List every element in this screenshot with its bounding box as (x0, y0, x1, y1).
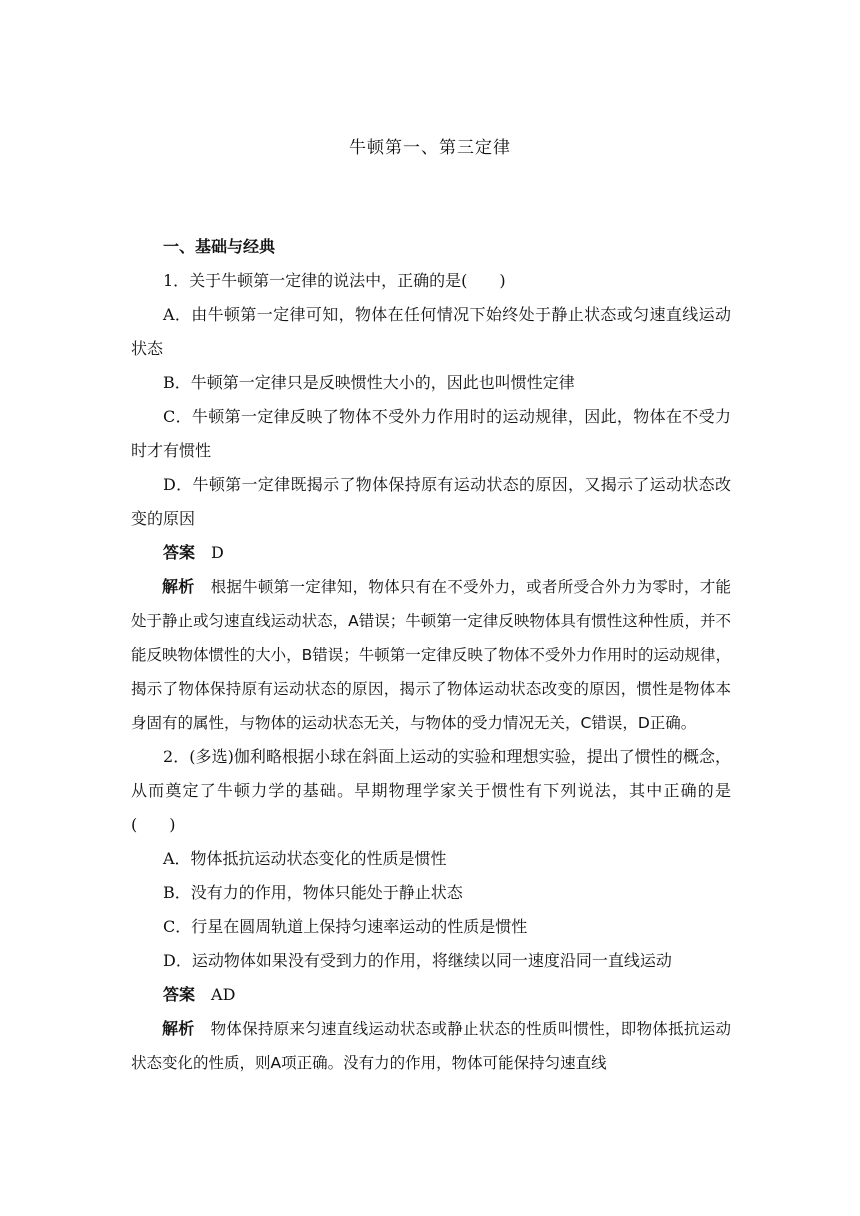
analysis-label: 解析 (162, 1019, 195, 1038)
question-1-stem: 1．关于牛顿第一定律的说法中，正确的是( ) (163, 271, 506, 290)
question-2-answer (131, 978, 731, 1012)
analysis-text: 根据牛顿第一定律知，物体只有在不受外力，或者所受合外力为零时，才能处于静止或匀速直线运动状态，A错误；牛顿第一定律反映物体具有惯性这种性质，并不能反映物体惯性的大小，B错误；牛顿第一定律反映了物体不受外力作用时的运动规律，揭示了物体保持原有运动状态的原因，揭示了物体运动状态改变的原因，惯性是物体本身固有的属性，与物体的运动状态无关，与物体的受力情况无关，C错误，D正确。 (131, 578, 731, 732)
analysis-text: 物体保持原来匀速直线运动状态或静止状态的性质叫惯性，即物体抵抗运动状态变化的性质，则A项正确。没有力的作用，物体可能保持匀速直线 (131, 1020, 731, 1072)
page-title: 牛顿第一、第三定律 (349, 138, 511, 158)
question-1-answer (131, 536, 731, 570)
question-2-option-d: D．运动物体如果没有受到力的作用，将继续以同一速度沿同一直线运动 (163, 951, 672, 970)
question-2-option-a: A．物体抵抗运动状态变化的性质是惯性 (163, 849, 447, 868)
question-1-option-a: A．由牛顿第一定律可知，物体在任何情况下始终处于静止状态或匀速直线运动状态 (131, 305, 731, 358)
question-2-analysis (131, 1012, 731, 1080)
answer-label: 答案 (163, 543, 196, 562)
question-1-analysis (131, 570, 731, 740)
answer-value: D (211, 543, 224, 562)
question-1-option-c: C．牛顿第一定律反映了物体不受外力作用时的运动规律，因此，物体在不受力时才有惯性 (131, 407, 731, 460)
question-2-option-b: B．没有力的作用，物体只能处于静止状态 (163, 883, 463, 902)
section-heading: 一、基础与经典 (163, 237, 276, 256)
document-body (131, 230, 731, 1080)
question-1-option-b: B．牛顿第一定律只是反映惯性大小的，因此也叫惯性定律 (163, 373, 575, 392)
question-2-option-c: C．行星在圆周轨道上保持匀速率运动的性质是惯性 (163, 917, 528, 936)
answer-value: AD (211, 985, 236, 1004)
question-1-option-d: D．牛顿第一定律既揭示了物体保持原有运动状态的原因，又揭示了运动状态改变的原因 (131, 475, 731, 528)
question-2-stem: 2．(多选)伽利略根据小球在斜面上运动的实验和理想实验，提出了惯性的概念，从而奠定了牛顿力学的基础。早期物理学家关于惯性有下列说法，其中正确的是 ( ) (131, 747, 731, 834)
analysis-label: 解析 (162, 577, 195, 596)
answer-label: 答案 (163, 985, 196, 1004)
